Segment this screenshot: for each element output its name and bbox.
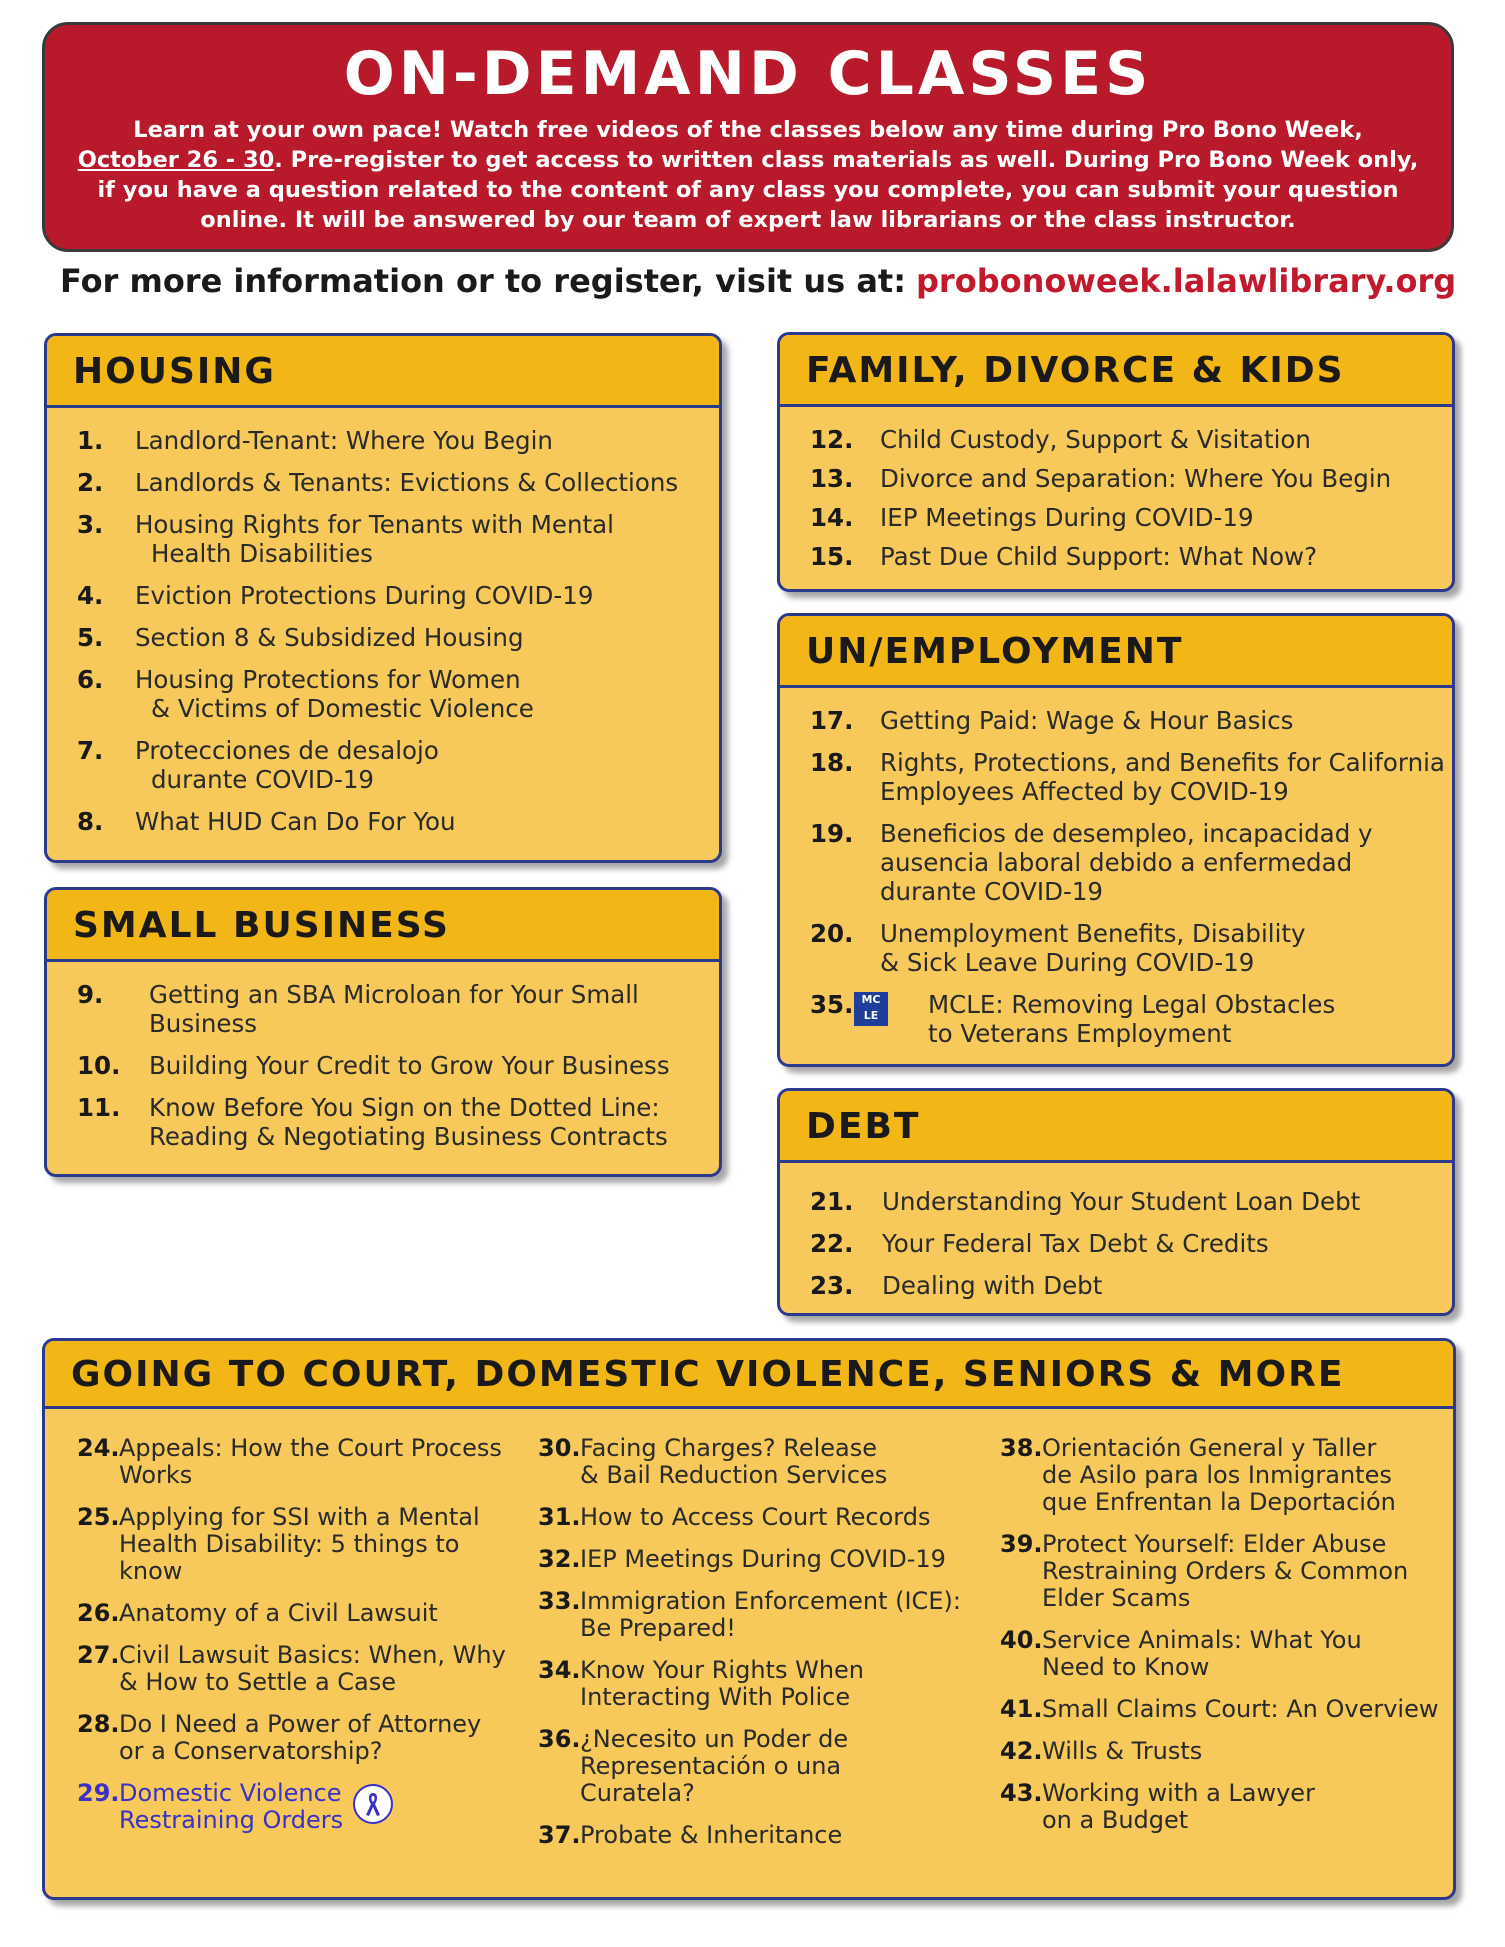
class-title: What HUD Can Do For You — [135, 807, 456, 836]
class-number: 31. — [538, 1503, 581, 1531]
class-number: 17. — [810, 706, 854, 735]
class-title-line-1: Appeals: How the Court Process — [119, 1434, 502, 1462]
class-number: 30. — [538, 1434, 581, 1462]
class-title — [880, 819, 1452, 906]
class-title-line-1: Civil Lawsuit Basics: When, Why — [119, 1641, 506, 1669]
class-title-line-1: Working with a Lawyer — [1042, 1779, 1315, 1807]
banner-line-2-text: . Pre-register to get access to written class materials as well. During Pro Bono Week only, — [274, 147, 1419, 173]
class-title-line-3: know — [119, 1557, 183, 1585]
class-title — [149, 1093, 719, 1151]
class-number: 1. — [77, 426, 104, 455]
class-title-line-2: de Asilo para los Inmigrantes — [1042, 1461, 1392, 1489]
class-item[interactable] — [810, 425, 1452, 454]
class-title-line-2: durante COVID-19 — [151, 765, 374, 794]
class-title-line-2: to Veterans Employment — [928, 1019, 1232, 1048]
banner-line-2 — [67, 145, 1429, 175]
class-title-line-2: Interacting With Police — [580, 1683, 851, 1711]
class-item[interactable] — [1000, 1738, 1440, 1765]
class-title: Divorce and Separation: Where You Begin — [880, 464, 1392, 493]
class-title — [135, 736, 719, 794]
class-number: 35. — [810, 990, 854, 1019]
class-number: 33. — [538, 1587, 581, 1615]
class-item[interactable] — [810, 464, 1452, 493]
court-columns — [45, 1435, 1453, 1895]
class-title-line-1: Do I Need a Power of Attorney — [119, 1710, 482, 1738]
class-number: 9. — [77, 980, 104, 1009]
class-title-line-2: ausencia laboral debido a enfermedad — [880, 848, 1353, 877]
class-title: Child Custody, Support & Visitation — [880, 425, 1311, 454]
class-number: 8. — [77, 807, 104, 836]
class-title: IEP Meetings During COVID-19 — [880, 503, 1254, 532]
class-number: 29. — [77, 1779, 120, 1807]
class-title-line-1: Domestic Violence — [119, 1779, 342, 1807]
class-number: 12. — [810, 425, 854, 454]
court-column-2 — [538, 1435, 978, 1864]
class-title-line-1: Unemployment Benefits, Disability — [880, 919, 1306, 948]
small-business-list — [47, 962, 719, 1151]
class-title-line-2: Representación o una — [580, 1752, 842, 1780]
housing-panel — [44, 333, 722, 863]
class-item-mcle[interactable] — [810, 990, 1452, 1048]
class-title-line-1: Probate & Inheritance — [580, 1821, 843, 1849]
class-title-line-2: Reading & Negotiating Business Contracts — [149, 1122, 668, 1151]
class-number: 26. — [77, 1599, 120, 1627]
class-number: 41. — [1000, 1695, 1043, 1723]
family-panel — [777, 332, 1455, 592]
court-panel — [42, 1338, 1456, 1900]
class-title-line-2: Business — [149, 1009, 258, 1038]
class-number: 24. — [77, 1434, 120, 1462]
family-list — [780, 407, 1452, 571]
class-item[interactable] — [810, 542, 1452, 571]
class-number: 4. — [77, 581, 104, 610]
employment-panel — [777, 613, 1455, 1067]
class-title-line-1: ¿Necesito un Poder de — [580, 1725, 849, 1753]
class-title-line-3: Elder Scams — [1042, 1584, 1191, 1612]
housing-heading: HOUSING — [47, 336, 719, 408]
class-item[interactable] — [538, 1435, 978, 1489]
class-item[interactable] — [810, 819, 1452, 906]
class-number: 22. — [810, 1229, 854, 1258]
class-title-line-1: Facing Charges? Release — [580, 1434, 878, 1462]
class-item[interactable] — [538, 1504, 978, 1531]
awareness-ribbon-icon-svg — [355, 1786, 391, 1822]
banner-line-1: Learn at your own pace! Watch free videos of the classes below any time during Pro Bono Week, — [133, 117, 1363, 143]
class-item[interactable] — [77, 980, 719, 1038]
class-title-line-2: & Bail Reduction Services — [580, 1461, 888, 1489]
class-title-line-1: Applying for SSI with a Mental — [119, 1503, 480, 1531]
employment-heading: UN/EMPLOYMENT — [780, 616, 1452, 688]
class-title-line-2: Employees Affected by COVID-19 — [880, 777, 1289, 806]
class-item[interactable] — [77, 1711, 517, 1765]
class-title-line-2: Health Disability: 5 things to — [119, 1530, 460, 1558]
class-number: 27. — [77, 1641, 120, 1669]
class-title: Landlord-Tenant: Where You Begin — [135, 426, 553, 455]
class-number: 3. — [77, 510, 104, 539]
class-number: 34. — [538, 1656, 581, 1684]
class-title-line-1: Rights, Protections, and Benefits for California — [880, 748, 1445, 777]
class-item[interactable] — [77, 1093, 719, 1151]
class-title — [135, 510, 719, 568]
banner-description — [67, 115, 1429, 235]
class-number: 7. — [77, 736, 104, 765]
debt-panel — [777, 1088, 1455, 1316]
class-item[interactable] — [77, 736, 719, 794]
family-heading: FAMILY, DIVORCE & KIDS — [780, 335, 1452, 407]
class-title-line-2: on a Budget — [1042, 1806, 1189, 1834]
class-title-line-1: Service Animals: What You — [1042, 1626, 1362, 1654]
class-title-line-3: que Enfrentan la Deportación — [1042, 1488, 1396, 1516]
class-title-line-2: Be Prepared! — [580, 1614, 736, 1642]
class-title-line-2: Works — [119, 1461, 193, 1489]
class-item[interactable] — [77, 1600, 517, 1627]
class-title-line-1: Protect Yourself: Elder Abuse — [1042, 1530, 1387, 1558]
class-title-line-2: & How to Settle a Case — [119, 1668, 397, 1696]
class-title-line-1: Know Your Rights When — [580, 1656, 865, 1684]
class-item[interactable] — [1000, 1627, 1440, 1681]
class-number: 14. — [810, 503, 854, 532]
class-item[interactable] — [810, 748, 1452, 806]
court-column-3 — [1000, 1435, 1440, 1849]
small-business-panel — [44, 887, 722, 1177]
class-title — [928, 990, 1452, 1048]
class-title-line-3: Curatela? — [580, 1779, 695, 1807]
class-number: 38. — [1000, 1434, 1043, 1462]
class-title-line-1: Housing Protections for Women — [135, 665, 521, 694]
class-item[interactable] — [77, 665, 719, 723]
class-item[interactable] — [1000, 1780, 1440, 1834]
court-column-1 — [77, 1435, 517, 1849]
class-title-line-1: Anatomy of a Civil Lawsuit — [119, 1599, 438, 1627]
class-item[interactable] — [77, 1051, 719, 1080]
class-item[interactable] — [538, 1726, 978, 1807]
class-title: Your Federal Tax Debt & Credits — [882, 1229, 1269, 1258]
class-number: 21. — [810, 1187, 854, 1216]
class-item[interactable] — [810, 503, 1452, 532]
class-title: Dealing with Debt — [882, 1271, 1103, 1300]
class-title-line-1: Wills & Trusts — [1042, 1737, 1203, 1765]
class-title — [880, 748, 1452, 806]
class-item[interactable] — [77, 510, 719, 568]
class-number: 39. — [1000, 1530, 1043, 1558]
class-item[interactable] — [77, 581, 719, 610]
class-number: 42. — [1000, 1737, 1043, 1765]
class-title-line-1: Small Claims Court: An Overview — [1042, 1695, 1439, 1723]
class-item[interactable] — [538, 1588, 978, 1642]
class-title-line-1: IEP Meetings During COVID-19 — [580, 1545, 946, 1573]
class-item[interactable] — [810, 1271, 1452, 1300]
register-link[interactable]: probonoweek.lalawlibrary.org — [916, 262, 1457, 300]
banner-line-3: if you have a question related to the content of any class you complete, you can submit your question — [97, 177, 1399, 203]
class-item[interactable] — [538, 1546, 978, 1573]
class-item[interactable] — [810, 1187, 1452, 1216]
housing-list — [47, 408, 719, 836]
class-item[interactable] — [538, 1822, 978, 1849]
class-title: Section 8 & Subsidized Housing — [135, 623, 524, 652]
class-number: 25. — [77, 1503, 120, 1531]
class-title-line-3: durante COVID-19 — [880, 877, 1103, 906]
class-title-line-1: How to Access Court Records — [580, 1503, 931, 1531]
debt-heading: DEBT — [780, 1091, 1452, 1163]
awareness-ribbon-icon — [353, 1784, 393, 1824]
class-title-line-2: Health Disabilities — [151, 539, 373, 568]
class-title-line-2: or a Conservatorship? — [119, 1737, 383, 1765]
class-number: 19. — [810, 819, 854, 848]
class-item[interactable] — [77, 468, 719, 497]
class-title-line-1: Know Before You Sign on the Dotted Line: — [149, 1093, 660, 1122]
class-number: 11. — [77, 1093, 121, 1122]
class-title: Eviction Protections During COVID-19 — [135, 581, 594, 610]
class-item[interactable] — [77, 1435, 517, 1489]
class-number: 18. — [810, 748, 854, 777]
class-number: 28. — [77, 1710, 120, 1738]
class-item[interactable] — [1000, 1531, 1440, 1612]
class-item[interactable] — [810, 919, 1452, 977]
class-title: Landlords & Tenants: Evictions & Collections — [135, 468, 679, 497]
class-number: 23. — [810, 1271, 854, 1300]
class-number: 36. — [538, 1725, 581, 1753]
class-item[interactable] — [810, 1229, 1452, 1258]
page-title: ON-DEMAND CLASSES — [343, 39, 1153, 109]
class-title-line-1: MCLE: Removing Legal Obstacles — [928, 990, 1336, 1019]
employment-list — [780, 688, 1452, 1048]
class-title-line-1: Beneficios de desempleo, incapacidad y — [880, 819, 1373, 848]
class-number: 5. — [77, 623, 104, 652]
mcle-badge-icon: MC LE — [854, 992, 888, 1026]
class-title-line-2: Restraining Orders & Common — [1042, 1557, 1409, 1585]
class-title-line-2: & Sick Leave During COVID-19 — [880, 948, 1255, 977]
class-title-line-1: Immigration Enforcement (ICE): — [580, 1587, 961, 1615]
class-title: Understanding Your Student Loan Debt — [882, 1187, 1361, 1216]
class-title-line-2: Need to Know — [1042, 1653, 1210, 1681]
class-number: 10. — [77, 1051, 121, 1080]
class-number: 37. — [538, 1821, 581, 1849]
class-number: 40. — [1000, 1626, 1043, 1654]
class-title-line-1: Orientación General y Taller — [1042, 1434, 1377, 1462]
class-item[interactable] — [77, 623, 719, 652]
class-title: Past Due Child Support: What Now? — [880, 542, 1318, 571]
banner-line-4: online. It will be answered by our team of expert law librarians or the class instructor. — [200, 207, 1296, 233]
class-number: 32. — [538, 1545, 581, 1573]
class-title-line-1: Getting an SBA Microloan for Your Small — [149, 980, 639, 1009]
register-info-text: For more information or to register, visit us at: — [60, 262, 907, 300]
class-item[interactable] — [77, 1642, 517, 1696]
class-title: Building Your Credit to Grow Your Business — [149, 1051, 670, 1080]
class-title — [149, 980, 719, 1038]
class-item-highlighted[interactable] — [77, 1780, 517, 1834]
register-info — [60, 262, 1460, 300]
class-number: 2. — [77, 468, 104, 497]
small-business-heading: SMALL BUSINESS — [47, 890, 719, 962]
class-number: 6. — [77, 665, 104, 694]
class-title-line-1: Protecciones de desalojo — [135, 736, 439, 765]
class-item[interactable] — [810, 706, 1452, 735]
class-number: 15. — [810, 542, 854, 571]
class-number: 43. — [1000, 1779, 1043, 1807]
class-item[interactable] — [77, 426, 719, 455]
class-number: 13. — [810, 464, 854, 493]
class-number: 20. — [810, 919, 854, 948]
class-title-line-2: Restraining Orders — [119, 1806, 344, 1834]
event-dates: October 26 - 30 — [77, 147, 275, 173]
class-item[interactable] — [1000, 1696, 1440, 1723]
class-title: Getting Paid: Wage & Hour Basics — [880, 706, 1294, 735]
class-title — [135, 665, 719, 723]
class-item[interactable] — [1000, 1435, 1440, 1516]
class-title-line-1: Housing Rights for Tenants with Mental — [135, 510, 614, 539]
court-heading: GOING TO COURT, DOMESTIC VIOLENCE, SENIORS & MORE — [45, 1341, 1453, 1409]
court-list — [45, 1409, 1453, 1895]
class-title-line-2: & Victims of Domestic Violence — [151, 694, 534, 723]
header-banner — [42, 22, 1454, 252]
class-item[interactable] — [77, 1504, 517, 1585]
debt-list — [780, 1163, 1452, 1300]
class-title — [880, 919, 1452, 977]
class-item[interactable] — [538, 1657, 978, 1711]
class-item[interactable] — [77, 807, 719, 836]
